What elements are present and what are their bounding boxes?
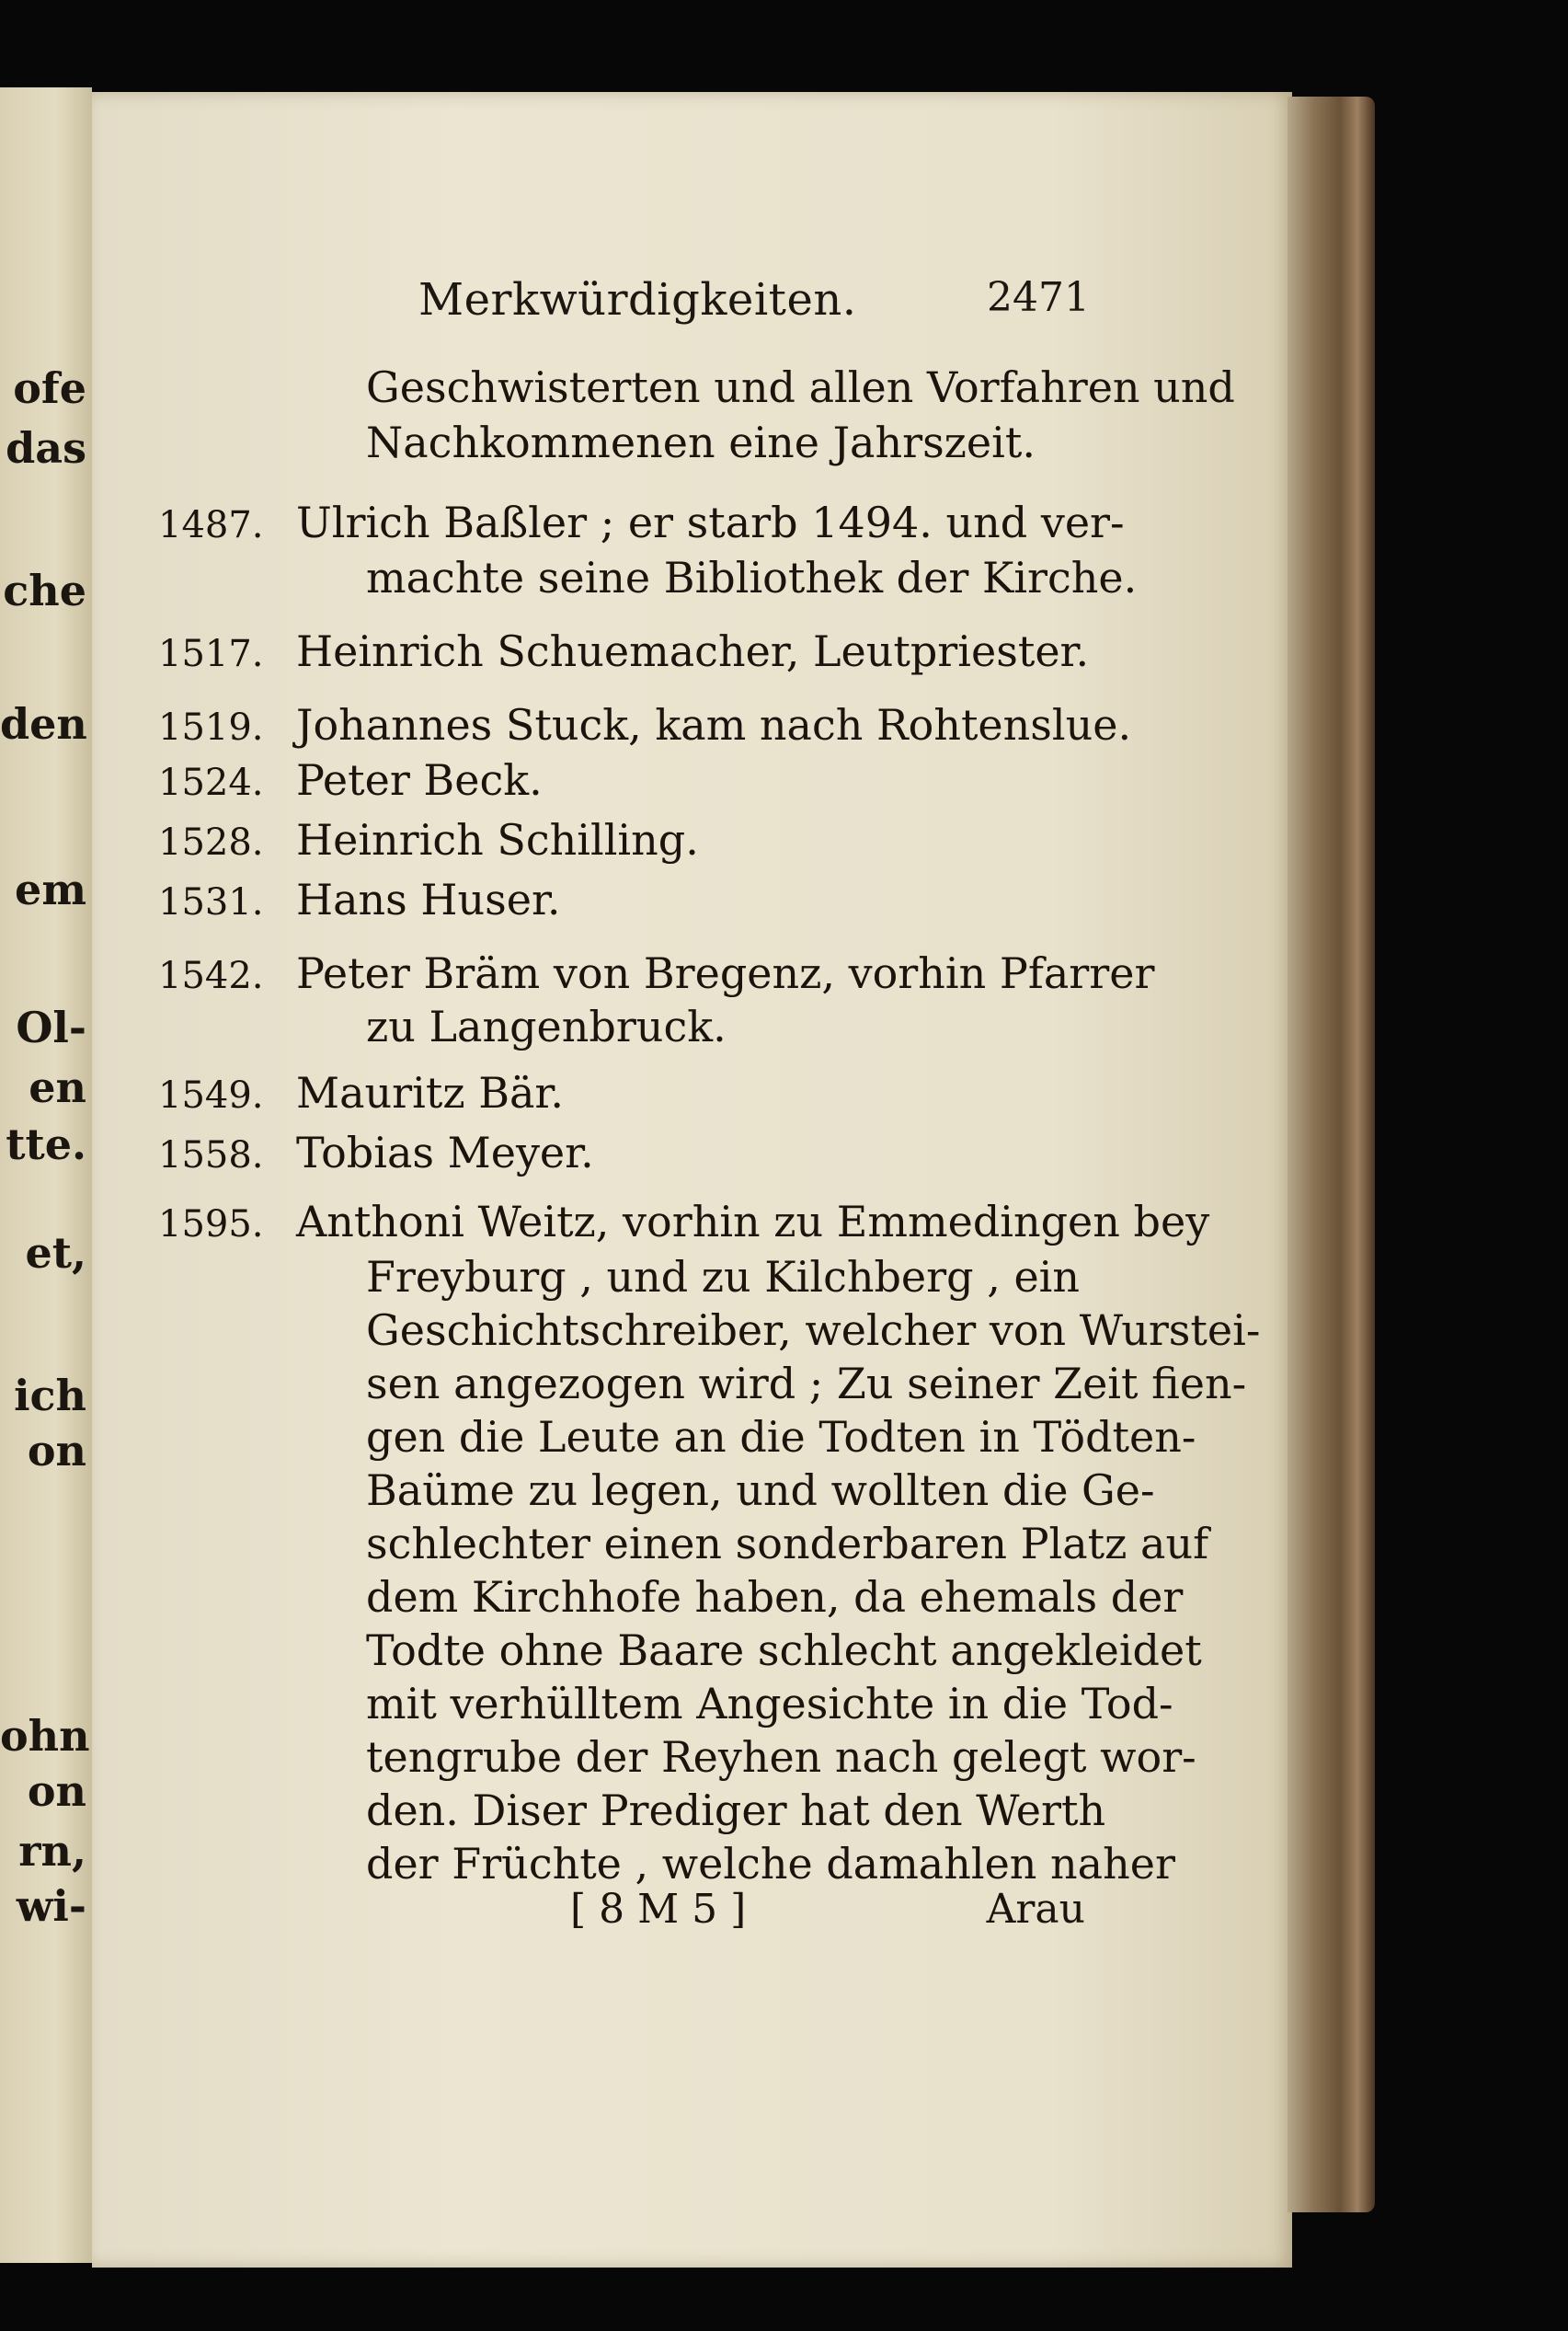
left-fragment: ohn [0,1711,90,1761]
text-line: schlechter einen sonderbaren Platz auf [366,1519,1209,1568]
text-line: Ulrich Baßler ; er starb 1494. und ver- [296,498,1125,547]
text-line: Todte ohne Baare schlecht angekleidet [366,1625,1202,1675]
entry-year: 1531. [158,881,264,924]
text-line: Peter Bräm von Bregenz, vorhin Pfarrer [296,948,1155,998]
page-header [418,274,1090,329]
text-line: Anthoni Weitz, vorhin zu Emmedingen bey [296,1197,1210,1246]
text-line: sen angezogen wird ; Zu seiner Zeit fien- [366,1359,1247,1408]
entry-year: 1558. [158,1134,264,1177]
left-fragment: ofe [13,363,86,413]
left-fragment: tte. [6,1120,86,1169]
left-fragment: Ol- [16,1003,86,1052]
entry-year: 1524. [158,762,264,804]
text-line: Freyburg , und zu Kilchberg , ein [366,1252,1081,1302]
text-line: Tobias Meyer. [296,1128,594,1177]
text-line: Baüme zu legen, und wollten die Ge- [366,1465,1155,1515]
text-line: mit verhülltem Angesichte in die Tod- [366,1679,1173,1728]
left-fragment: rn, [18,1826,86,1876]
entry-year: 1542. [158,955,264,997]
text-line: machte seine Bibliothek der Kirche. [366,553,1138,603]
text-line: tengrube der Reyhen nach gelegt wor- [366,1732,1196,1782]
text-line: den. Diser Prediger hat den Werth [366,1786,1106,1835]
text-line: dem Kirchhofe haben, da ehemals der [366,1572,1184,1622]
left-fragment: wi- [16,1881,86,1931]
catchword: Arau [986,1886,1085,1933]
previous-page-edge [0,87,92,2263]
text-line: Nachkommenen eine Jahrszeit. [366,418,1036,467]
left-fragment: den [0,699,87,749]
left-fragment: et, [25,1228,86,1278]
text-line: Heinrich Schuemacher, Leutpriester. [296,626,1090,676]
text-line: der Früchte , welche damahlen naher [366,1839,1175,1889]
left-fragment: on [27,1766,86,1816]
running-head: Merkwürdigkeiten. [418,274,857,326]
left-fragment: ich [14,1371,86,1420]
signature-mark: [ 8 M 5 ] [570,1886,747,1933]
text-line: Geschichtschreiber, welcher von Wurstei- [366,1305,1261,1355]
left-fragment: che [3,566,86,615]
text-line: Geschwisterten und allen Vorfahren und [366,362,1235,412]
entry-year: 1595. [158,1203,264,1246]
left-fragment: em [15,865,86,914]
entry-year: 1487. [158,504,264,546]
text-line: Hans Huser. [296,875,561,924]
text-line: zu Langenbruck. [366,1002,727,1051]
entry-year: 1549. [158,1074,264,1117]
left-fragment: en [29,1062,86,1112]
text-line: Peter Beck. [296,755,543,805]
entry-year: 1528. [158,821,264,864]
text-line: Mauritz Bär. [296,1068,564,1118]
page-footer [570,1886,1085,1941]
text-line: Johannes Stuck, kam nach Rohtenslue. [296,700,1132,750]
book-fore-edge [1288,97,1375,2212]
entry-year: 1519. [158,706,264,749]
left-fragment: das [6,423,86,473]
page-number: 2471 [987,274,1090,321]
text-line: Heinrich Schilling. [296,815,699,865]
text-line: gen die Leute an die Todten in Tödten- [366,1412,1196,1462]
entry-year: 1517. [158,633,264,675]
left-fragment: on [27,1426,86,1476]
